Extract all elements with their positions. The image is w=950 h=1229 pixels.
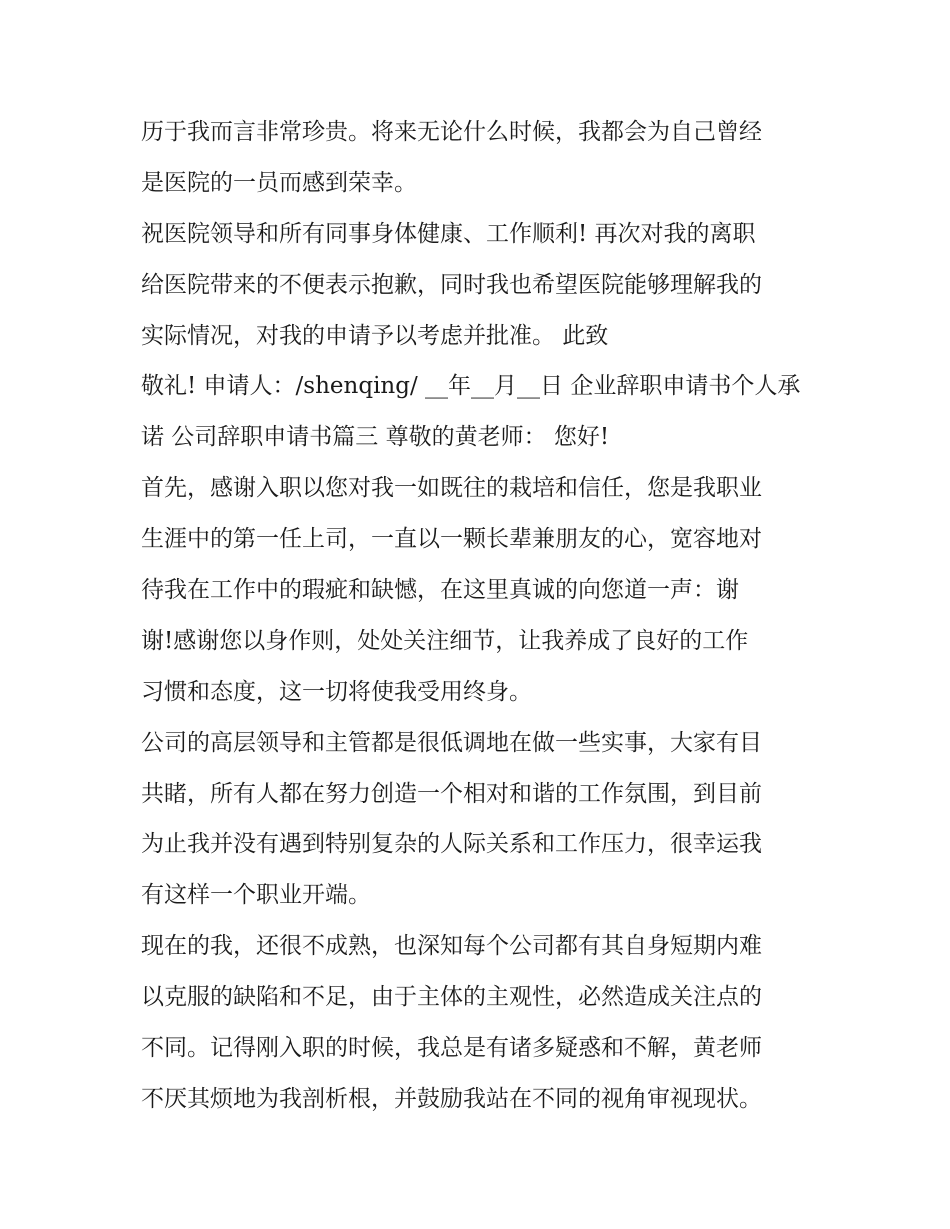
text-line: 现在的我，还很不成熟，也深知每个公司都有其自身短期内难: [141, 933, 762, 960]
text-line: 有这样一个职业开端。: [141, 882, 371, 909]
text-line: 生涯中的第一任上司，一直以一颗长辈兼朋友的心，宽容地对: [141, 526, 762, 553]
text-line: 祝医院领导和所有同事身体健康、工作顺利! 再次对我的离职: [141, 220, 756, 247]
text-line: 是医院的一员而感到荣幸。: [141, 169, 417, 196]
text-line: 不厌其烦地为我剖析根，并鼓励我站在不同的视角审视现状。: [141, 1085, 762, 1112]
text-line: 不同。记得刚入职的时候，我总是有诸多疑惑和不解，黄老师: [141, 1035, 762, 1062]
text-line: 习惯和态度，这一切将使我受用终身。: [141, 678, 532, 705]
text-line: 敬礼! 申请人：/shenqing/ __年__月__日 企业辞职申请书个人承: [141, 373, 801, 400]
text-line: 谢!感谢您以身作则，处处关注细节，让我养成了良好的工作: [141, 627, 749, 654]
text-line: 诺 公司辞职申请书篇三 尊敬的黄老师： 您好!: [141, 424, 610, 451]
text-line: 给医院带来的不便表示抱歉，同时我也希望医院能够理解我的: [141, 271, 762, 298]
text-line: 实际情况，对我的申请予以考虑并批准。 此致: [141, 322, 609, 349]
text-line: 共睹，所有人都在努力创造一个相对和谐的工作氛围，到目前: [141, 780, 762, 807]
text-line: 公司的高层领导和主管都是很低调地在做一些实事，大家有目: [141, 729, 762, 756]
text-line: 为止我并没有遇到特别复杂的人际关系和工作压力，很幸运我: [141, 831, 762, 858]
text-line: 待我在工作中的瑕疵和缺憾，在这里真诚的向您道一声：谢: [141, 577, 739, 604]
text-line: 以克服的缺陷和不足，由于主体的主观性，必然造成关注点的: [141, 984, 762, 1011]
text-line: 历于我而言非常珍贵。将来无论什么时候，我都会为自己曾经: [141, 119, 762, 145]
text-line: 首先，感谢入职以您对我一如既往的栽培和信任，您是我职业: [141, 475, 762, 502]
document-body: [141, 107, 821, 1125]
